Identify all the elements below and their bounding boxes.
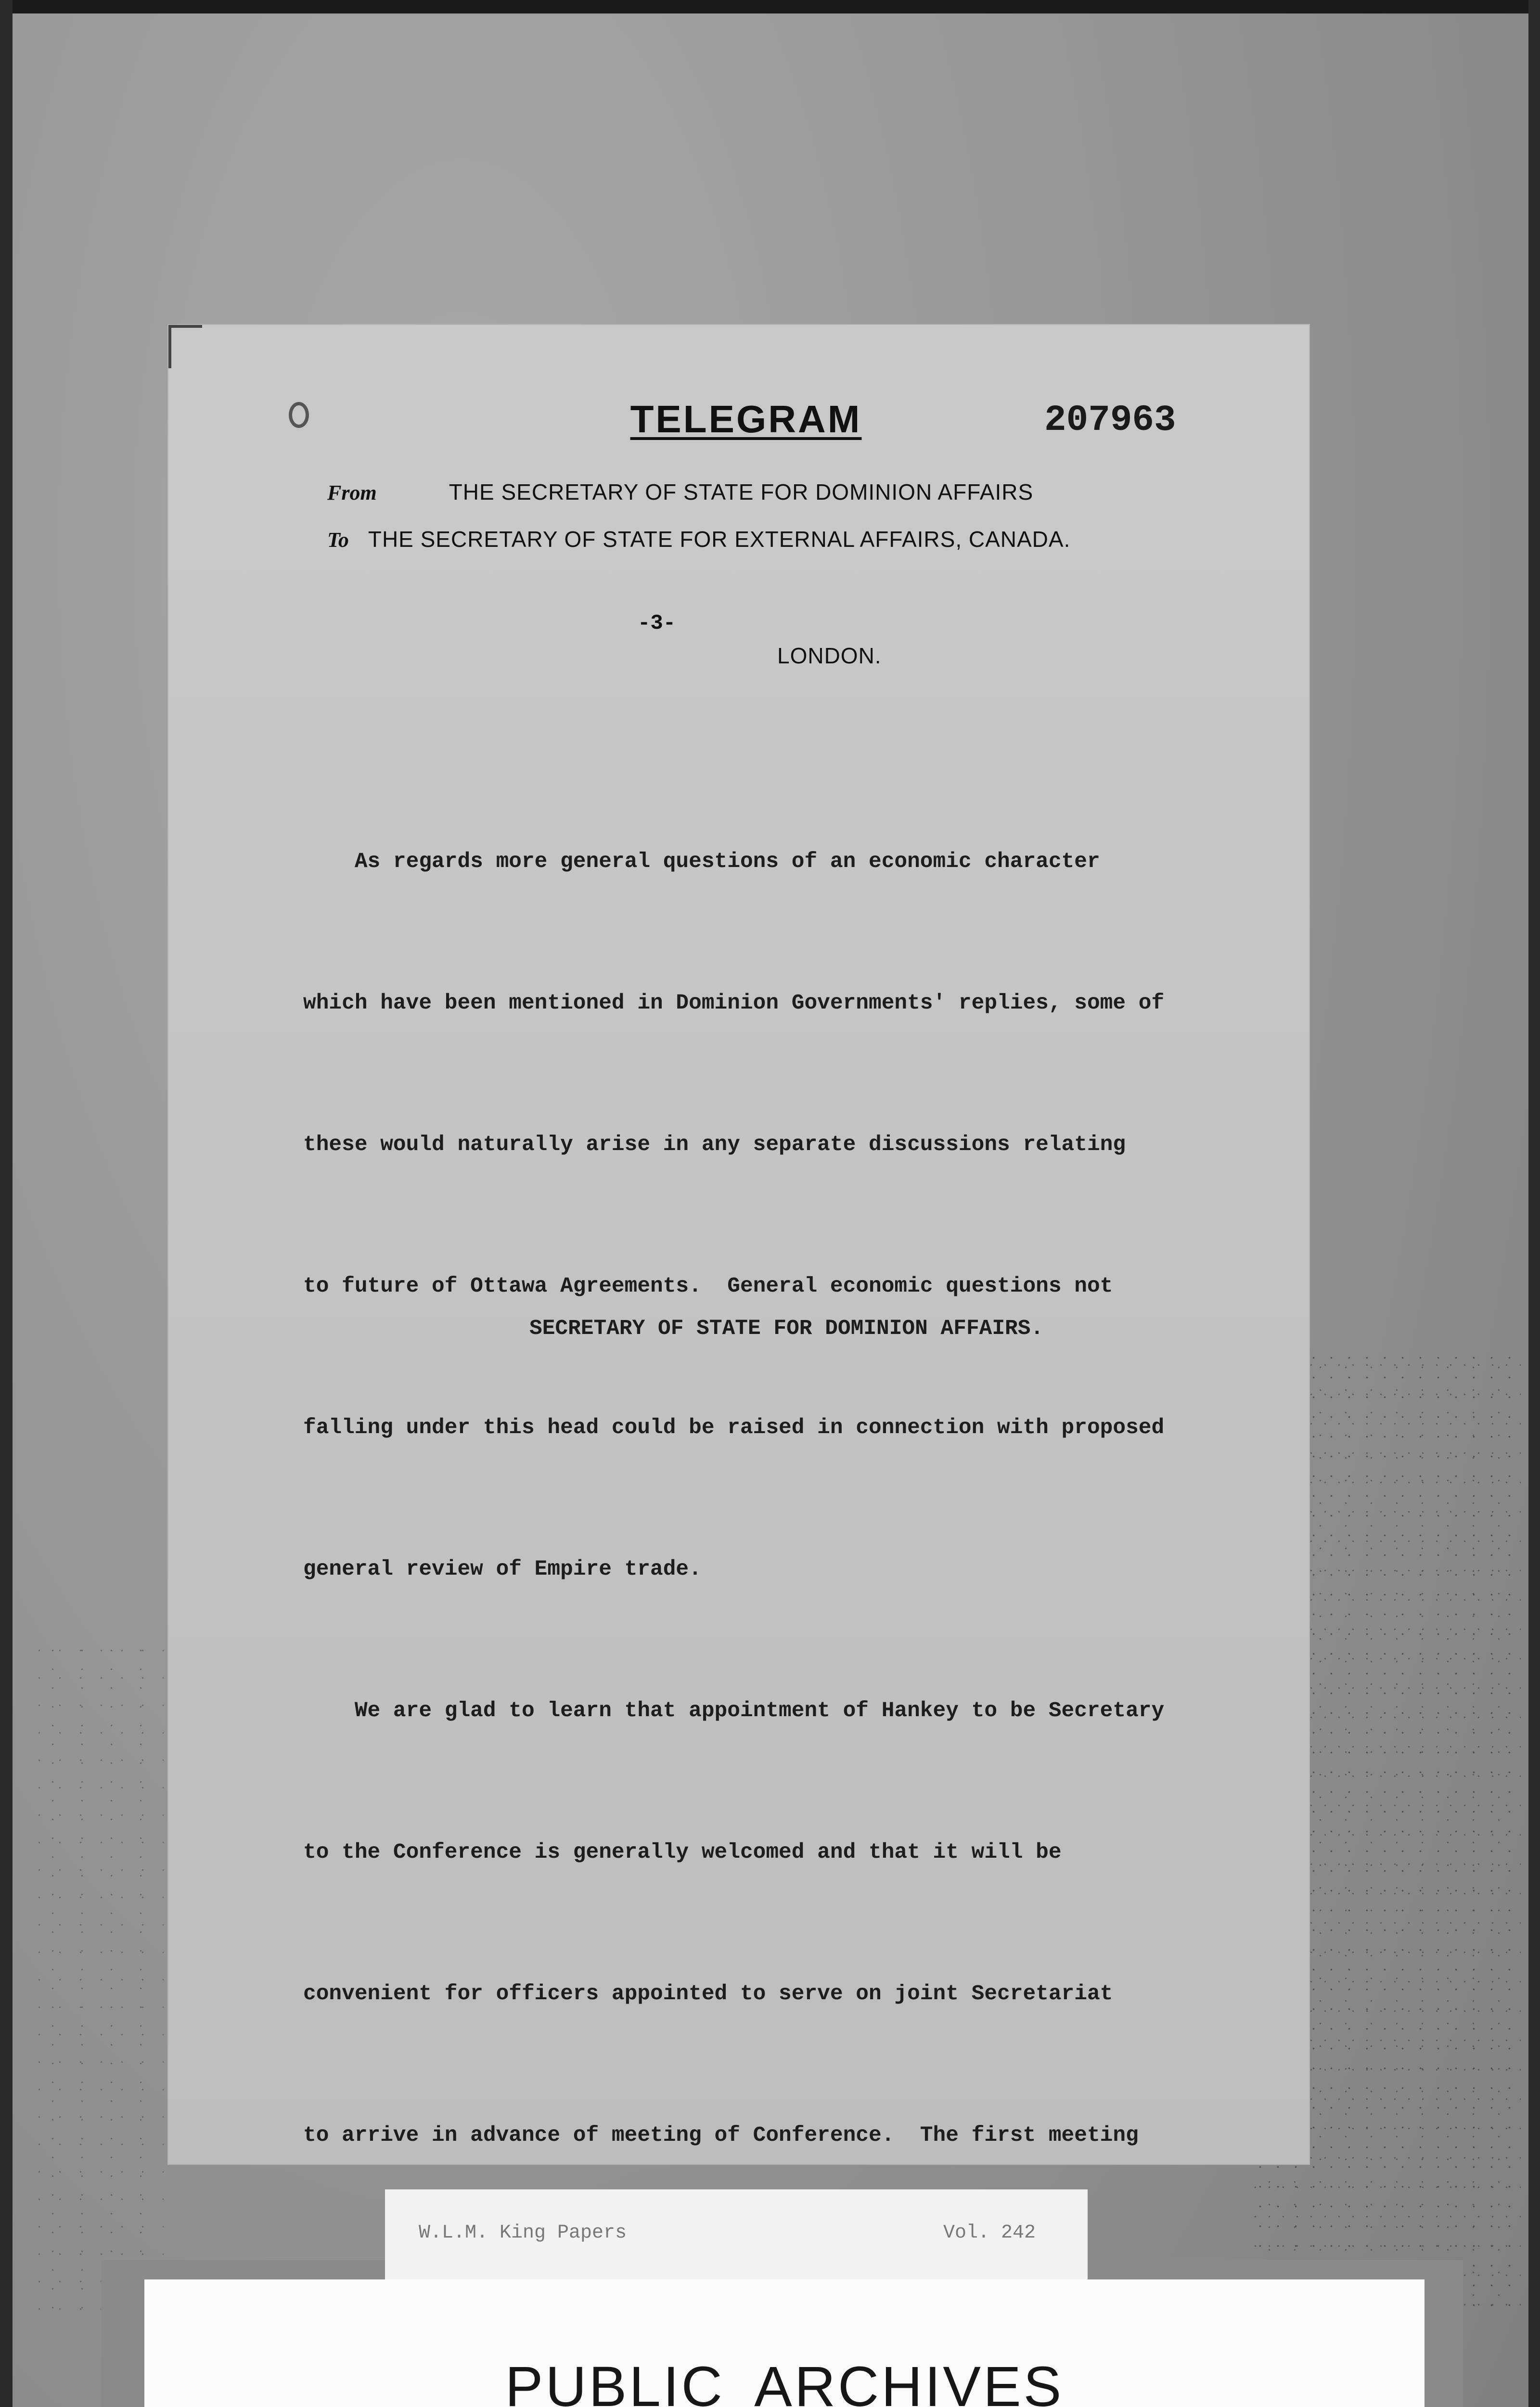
archive-line-english: PUBLIC ARCHIVES [505,2355,1064,2407]
page-marker: -3- [638,611,676,635]
collection-name: W.L.M. King Papers [419,2222,627,2244]
from-label: From [327,481,377,505]
to-line [327,526,1242,552]
to-label: To [327,528,349,552]
place-of-origin: LONDON. [777,643,882,668]
from-line [327,479,1242,505]
from-value: THE SECRETARY OF STATE FOR DOMINION AFFAIRS [449,479,1034,505]
punch-hole-icon [289,402,309,428]
corner-fold-mark [168,325,202,368]
body-line: to the Conference is generally welcomed and that it will be [303,1840,1062,1864]
body-line: As regards more general questions of an economic character [303,850,1100,874]
scan-border-left [0,0,13,2407]
scan-border-right [1528,0,1540,2407]
body-line: convenient for officers appointed to serve on joint Secretariat [303,1982,1113,2006]
scan-speckle-left [29,1637,164,2311]
signature: SECRETARY OF STATE FOR DOMINION AFFAIRS. [529,1317,1044,1341]
telegram-title: TELEGRAM [630,398,862,440]
body-line: which have been mentioned in Dominion Governments' replies, some of [303,991,1165,1015]
body-line: to arrive in advance of meeting of Conference. The first meeting [303,2123,1139,2148]
telegram-sheet [168,325,1309,2164]
to-value: THE SECRETARY OF STATE FOR EXTERNAL AFFAIRS, CANADA. [368,527,1071,552]
body-line: general review of Empire trade. [303,1557,702,1581]
body-line: to future of Ottawa Agreements. General economic questions not [303,1274,1113,1298]
reference-label [385,2189,1088,2291]
body-line: these would naturally arise in any separate discussions relating [303,1133,1126,1157]
body-line: We are glad to learn that appointment of Hankey to be Secretary [303,1699,1165,1723]
body-line: falling under this head could be raised in connection with proposed [303,1416,1165,1440]
scan-border-top [0,0,1540,13]
archive-card [144,2279,1424,2407]
telegram-body [303,744,1266,2395]
volume-number: Vol. 242 [943,2222,1036,2244]
document-number: 207963 [1044,400,1176,441]
